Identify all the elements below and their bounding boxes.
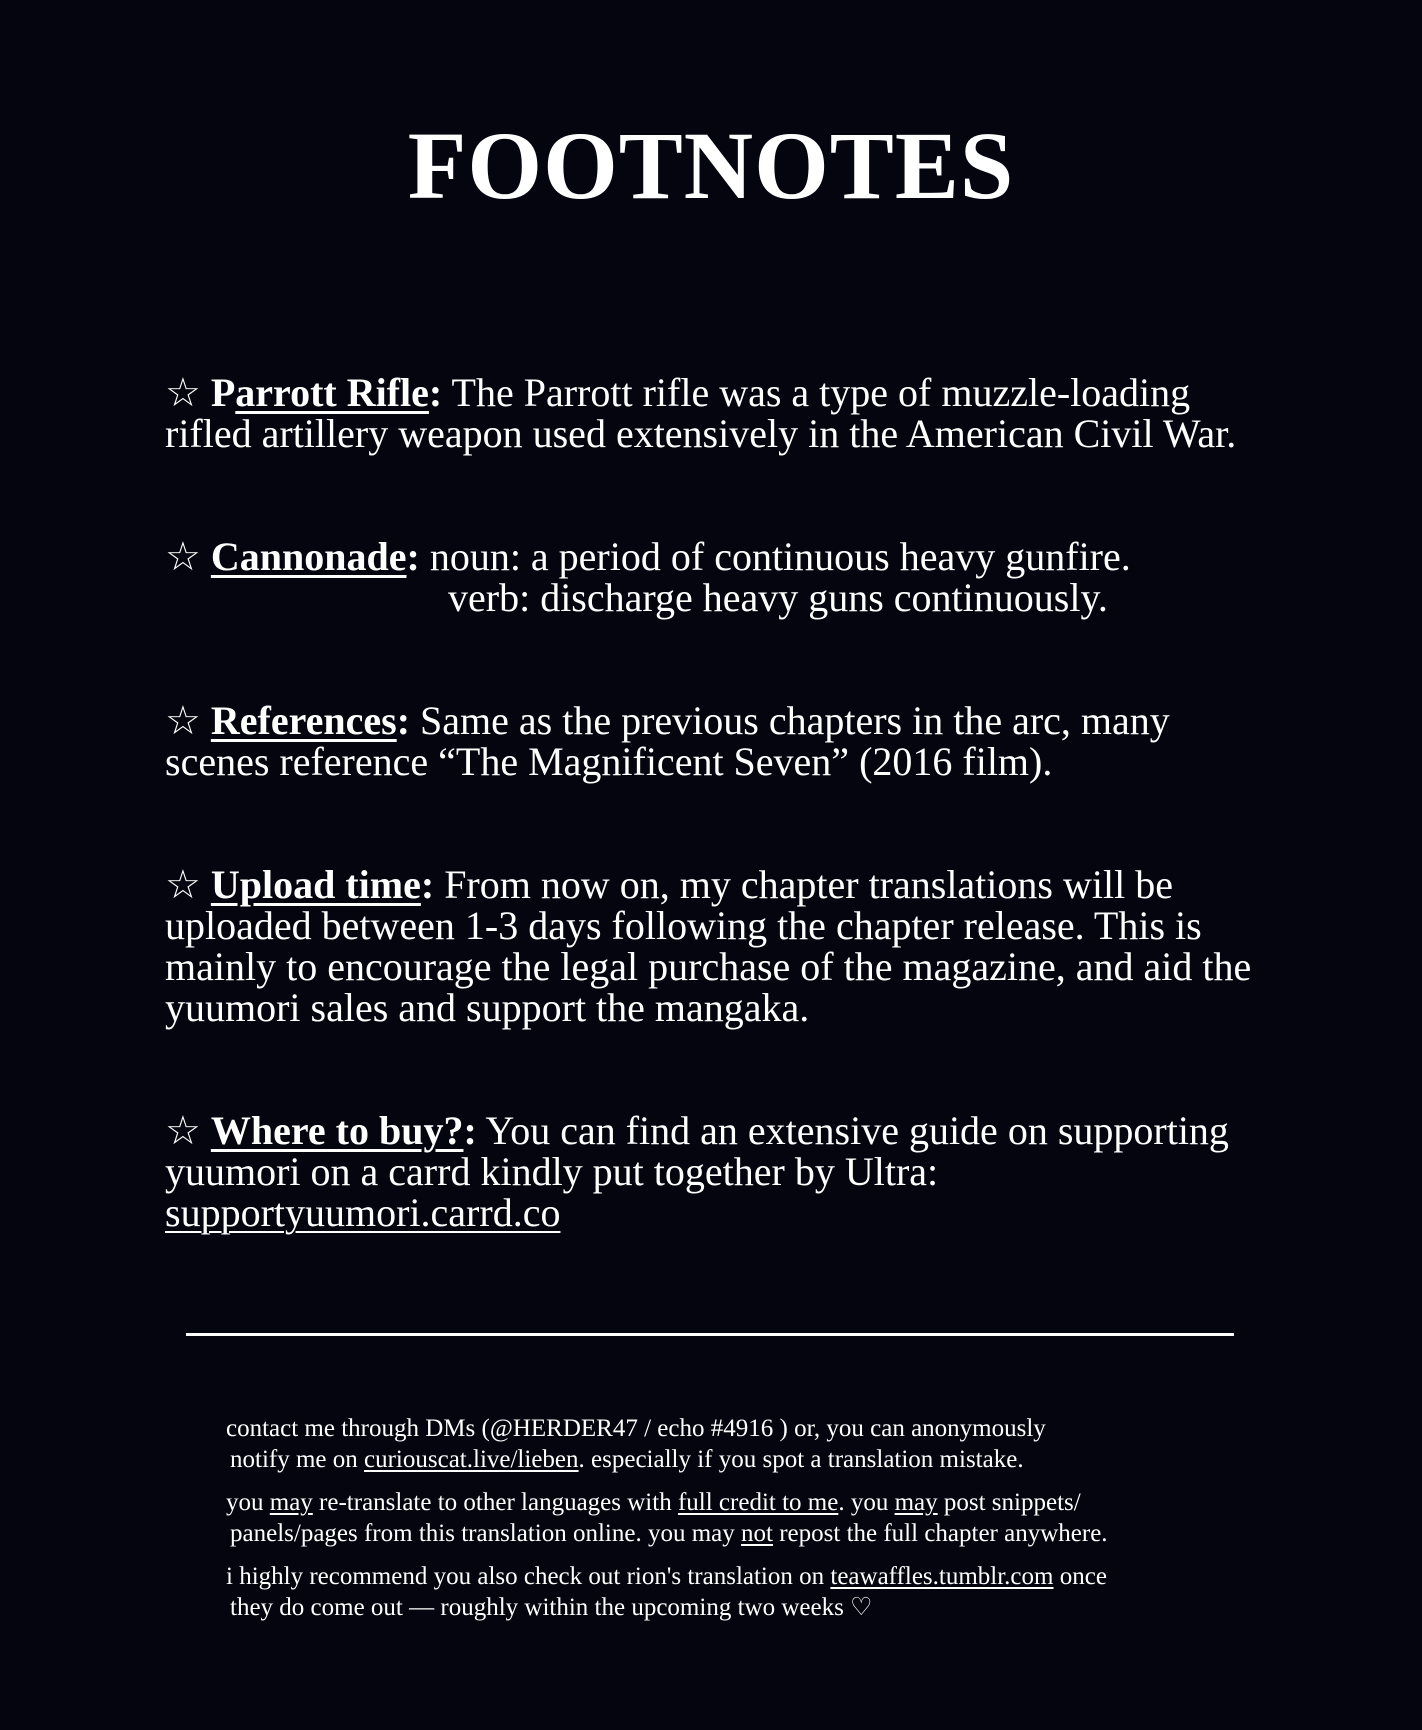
- star-icon: ☆: [165, 534, 201, 579]
- footnotes-list: [165, 372, 1255, 1315]
- footnote-cannonade: [165, 536, 1255, 618]
- footnote-references: [165, 700, 1255, 782]
- contact-paragraph: contact me through DMs (@HERDER47 / echo #4916 ) or, you can anonymously notify me on curiouscat.live/lieben. especially if you spot a translation mistake.: [226, 1415, 1046, 1473]
- footnote-text-noun: noun: a period of continuous heavy gunfire.: [419, 534, 1131, 579]
- credits-footer: [226, 1413, 1226, 1635]
- footnote-text: You can find an extensive guide on supporting yuumori on a carrd kindly put together by Ultra:: [165, 1108, 1229, 1194]
- teawaffles-link[interactable]: teawaffles.tumblr.com: [830, 1563, 1054, 1590]
- footnote-parrott-rifle: [165, 372, 1255, 454]
- divider: [186, 1333, 1234, 1336]
- star-icon: ☆: [165, 862, 201, 907]
- footnote-term: References:: [210, 698, 411, 743]
- footnote-text: Same as the previous chapters in the arc, many scenes reference “The Magnificent Seven” (2016 film).: [165, 698, 1170, 784]
- footnote-where-to-buy: [165, 1110, 1255, 1233]
- footnote-term: Cannonade:: [210, 534, 420, 579]
- footnote-text: The Parrott rifle was a type of muzzle-loading rifled artillery weapon used extensively in the American Civil War.: [165, 370, 1237, 456]
- star-icon: ☆: [165, 370, 201, 415]
- page-title: FOOTNOTES: [407, 112, 1015, 219]
- footnote-term: Where to buy?:: [210, 1108, 477, 1153]
- footnote-term: Upload time:: [210, 862, 435, 907]
- footnote-term: Parrott Rifle:: [210, 370, 443, 415]
- footnote-upload-time: [165, 864, 1255, 1028]
- recommendation-paragraph: i highly recommend you also check out rion's translation on teawaffles.tumblr.com once they do come out — roughly within the upcoming two weeks ♡: [226, 1563, 1107, 1621]
- supportyuumori-link[interactable]: supportyuumori.carrd.co: [165, 1190, 561, 1235]
- star-icon: ☆: [165, 698, 201, 743]
- footnote-text: From now on, my chapter translations will be uploaded between 1-3 days following the chapter release. This is mainly to encourage the legal purchase of the magazine, and aid the yuumori sales and support the mangaka.: [165, 862, 1252, 1030]
- star-icon: ☆: [165, 1108, 201, 1153]
- footnote-text-verb: verb: discharge heavy guns continuously.: [448, 575, 1108, 620]
- curiouscat-link[interactable]: curiouscat.live/lieben: [364, 1446, 579, 1473]
- permissions-paragraph: you may re-translate to other languages with full credit to me. you may post snippets/ panels/pages from this translation online. you may not repost the full chapter anywhere.: [226, 1489, 1108, 1547]
